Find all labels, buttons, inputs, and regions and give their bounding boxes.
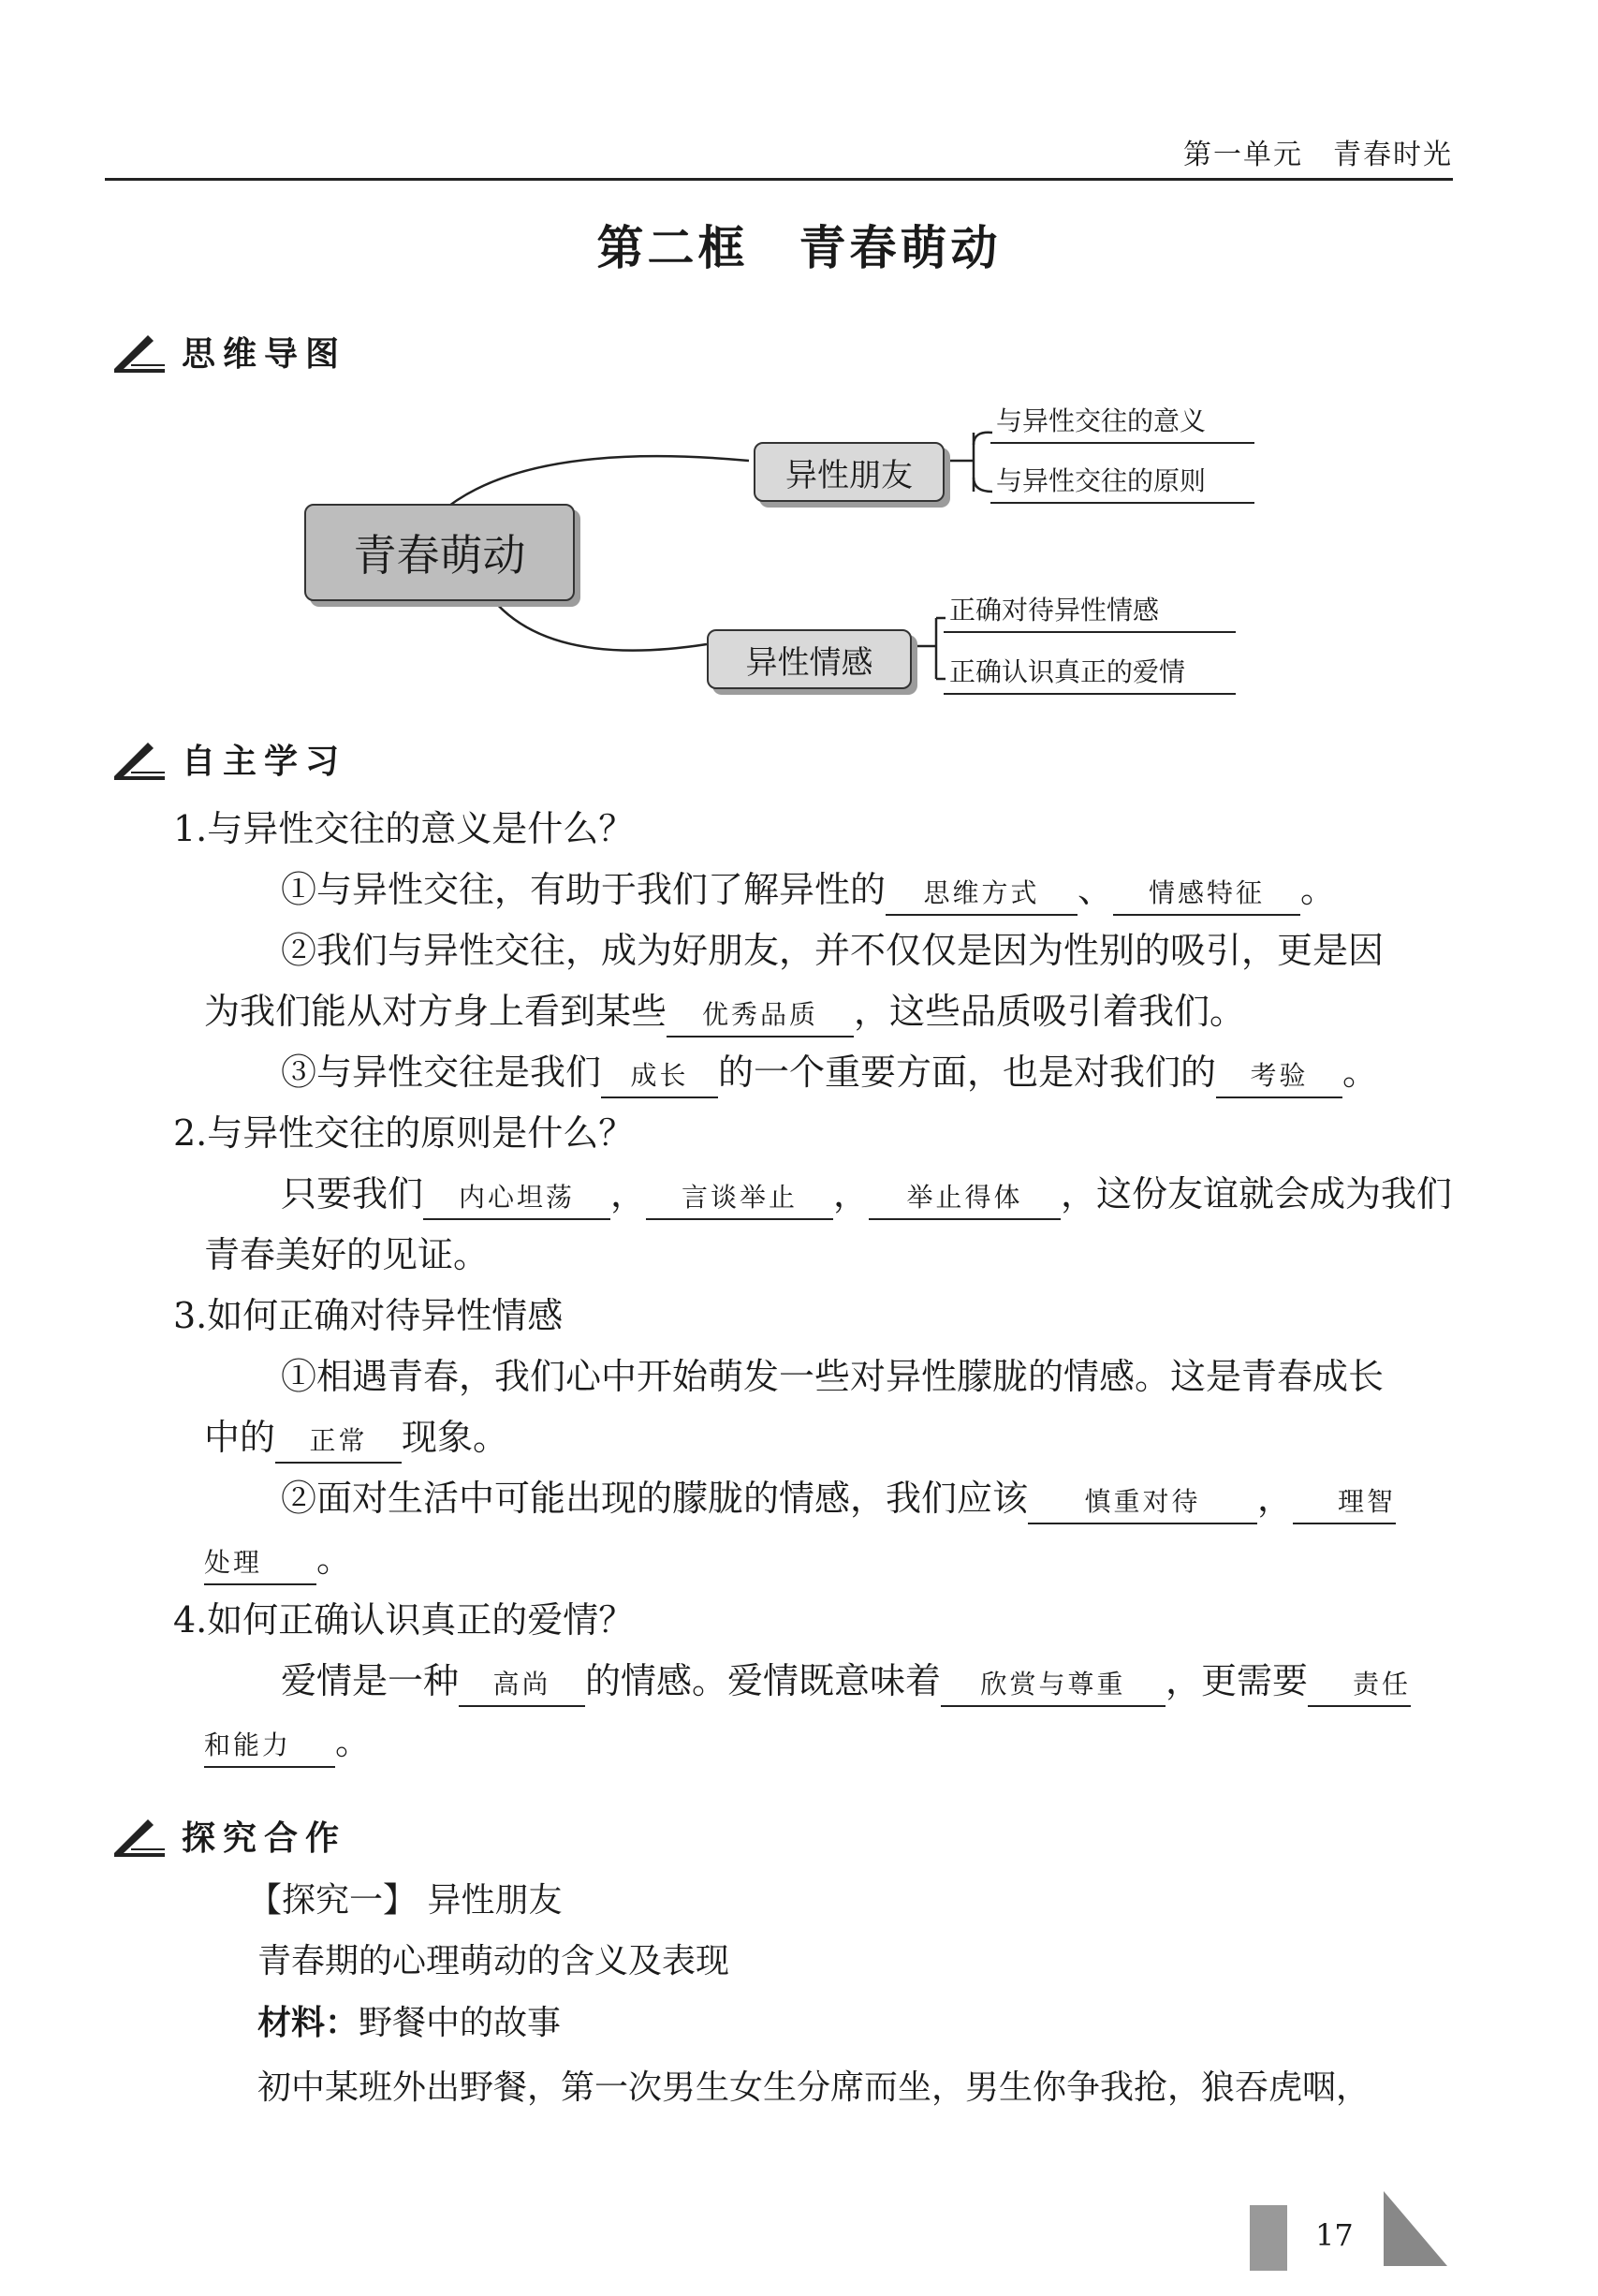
text: 。	[1342, 1052, 1379, 1093]
mindmap-leaf: 与异性交往的意义	[990, 401, 1254, 444]
pencil-icon	[110, 739, 167, 780]
text: 、	[1078, 869, 1114, 910]
section-heading-explore	[110, 1812, 346, 1860]
answer-blank: 内心坦荡	[423, 1177, 610, 1220]
answer-blank: 理智	[1293, 1481, 1396, 1524]
mindmap-root	[304, 504, 575, 601]
section-heading-self-study	[110, 735, 346, 783]
text: 为我们能从对方身上看到某些	[204, 991, 667, 1032]
q4-answer	[281, 1653, 1411, 1709]
text: ，	[610, 1173, 647, 1214]
text: 。	[1300, 869, 1337, 910]
text: 的情感。爱情既意味着	[585, 1660, 942, 1701]
answer-blank: 思维方式	[886, 873, 1078, 916]
page-number: 17	[1315, 2217, 1354, 2253]
text: 。	[316, 1538, 353, 1580]
q1-paragraph-1	[281, 861, 1336, 918]
page-number-bar	[1250, 2205, 1287, 2271]
answer-blank: 举止得体	[869, 1177, 1061, 1220]
text: ③与异性交往是我们	[281, 1052, 602, 1093]
q4-answer-cont	[204, 1714, 371, 1770]
material-label: 材料：	[257, 2003, 359, 2042]
section-title: 自主学习	[182, 743, 347, 781]
page-title: 第二框 青春萌动	[596, 220, 1002, 275]
text: ，	[1257, 1478, 1294, 1519]
text: ②面对生活中可能出现的朦胧的情感，我们应该	[281, 1478, 1029, 1519]
unit-header: 第一单元 青春时光	[1183, 139, 1453, 171]
material-line	[257, 1994, 561, 2052]
q3-paragraph-2	[281, 1470, 1396, 1526]
text: 现象。	[402, 1417, 509, 1458]
mindmap-branch-feelings	[707, 629, 912, 689]
question-2-title: 2.与异性交往的原则是什么？	[173, 1112, 635, 1154]
answer-blank: 成长	[601, 1055, 718, 1098]
material-text: 初中某班外出野餐，第一次男生女生分席而坐，男生你争我抢，狼吞虎咽，	[257, 2068, 1371, 2107]
q2-answer	[281, 1166, 1452, 1222]
answer-blank: 考验	[1216, 1055, 1342, 1098]
mind-map	[0, 0, 1598, 749]
mindmap-branch-friends	[754, 442, 945, 502]
pencil-icon	[110, 1816, 167, 1857]
section-title: 思维导图	[182, 335, 347, 374]
q2-answer-cont: 青春美好的见证。	[204, 1234, 490, 1275]
question-4-title: 4.如何正确认识真正的爱情？	[173, 1599, 635, 1641]
material-title: 野餐中的故事	[359, 2004, 562, 2042]
section-title: 探究合作	[182, 1819, 347, 1858]
text: 只要我们	[281, 1173, 424, 1214]
mindmap-leaf: 正确认识真正的爱情	[944, 652, 1236, 695]
answer-blank: 处理	[204, 1542, 316, 1585]
answer-blank: 高尚	[459, 1664, 585, 1707]
q1-paragraph-2-cont	[204, 983, 1245, 1039]
answer-blank: 优秀品质	[667, 994, 854, 1038]
answer-blank: 情感特征	[1113, 873, 1300, 916]
answer-blank: 正常	[275, 1420, 402, 1464]
answer-blank: 欣赏与尊重	[941, 1664, 1166, 1707]
answer-blank: 言谈举止	[646, 1177, 833, 1220]
text: 爱情是一种	[281, 1660, 460, 1701]
q3-paragraph-1-cont	[204, 1409, 508, 1465]
text: 。	[335, 1721, 372, 1762]
corner-triangle-icon	[1384, 2191, 1449, 2266]
question-3-title: 3.如何正确对待异性情感	[173, 1295, 564, 1336]
answer-blank: 和能力	[204, 1725, 335, 1768]
q3-paragraph-2-cont	[204, 1531, 352, 1587]
branch-label: 异性朋友	[785, 456, 913, 494]
mindmap-leaf: 正确对待异性情感	[944, 590, 1236, 633]
mindmap-root-label: 青春萌动	[353, 530, 526, 581]
text: ，这份友谊就会成为我们	[1061, 1173, 1453, 1214]
answer-blank: 慎重对待	[1028, 1481, 1257, 1524]
answer-blank: 责任	[1308, 1664, 1411, 1707]
text: ，这些品质吸引着我们。	[854, 991, 1246, 1032]
question-1-title: 1.与异性交往的意义是什么？	[173, 808, 635, 849]
branch-label: 异性情感	[745, 643, 873, 682]
mindmap-leaf: 与异性交往的原则	[990, 461, 1254, 504]
text: ，	[833, 1173, 870, 1214]
q1-paragraph-2: ②我们与异性交往，成为好朋友，并不仅仅是因为性别的吸引，更是因	[281, 930, 1385, 971]
q3-paragraph-1: ①相遇青春，我们心中开始萌发一些对异性朦胧的情感。这是青春成长	[281, 1356, 1385, 1397]
text: ①与异性交往，有助于我们了解异性的	[281, 869, 887, 910]
text: ，更需要	[1166, 1660, 1309, 1701]
q1-paragraph-3	[281, 1044, 1378, 1100]
explore-subtitle: 青春期的心理萌动的含义及表现	[257, 1942, 730, 1980]
text: 的一个重要方面，也是对我们的	[718, 1052, 1217, 1093]
explore-tag: 【探究一】 异性朋友	[248, 1881, 563, 1920]
text: 中的	[204, 1417, 276, 1458]
